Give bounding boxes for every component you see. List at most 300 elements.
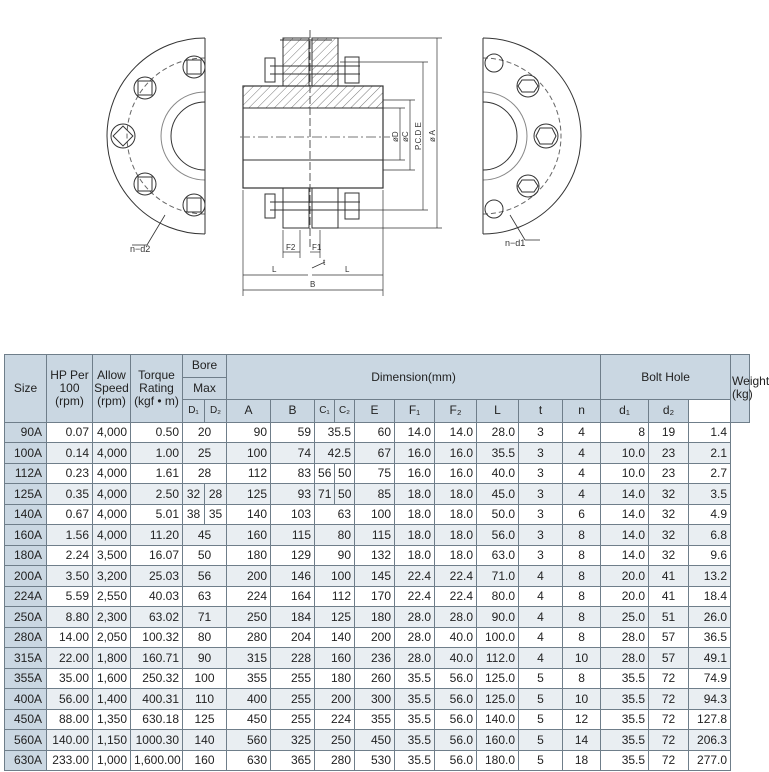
cell-bolt-d1: 8 — [601, 422, 649, 443]
table-row — [5, 750, 750, 771]
header-l: L — [477, 400, 519, 423]
table-header — [5, 355, 769, 423]
cell-hp: 0.14 — [47, 443, 93, 464]
cell-t: 5 — [519, 709, 563, 730]
cell-b: 74 — [271, 443, 315, 464]
cell-c1: 224 — [315, 709, 355, 730]
cell-f1: 14.0 — [395, 422, 435, 443]
cell-c1: 35.5 — [315, 422, 355, 443]
cell-e: 200 — [355, 627, 395, 648]
cell-f1: 35.5 — [395, 730, 435, 751]
cell-torque: 2.50 — [131, 484, 183, 505]
cell-n: 10 — [563, 689, 601, 710]
cell-bore-d1: 50 — [183, 545, 227, 566]
cell-bolt-d1: 14.0 — [601, 545, 649, 566]
cell-hp: 0.07 — [47, 422, 93, 443]
table-row — [5, 586, 750, 607]
header-bore: Bore — [183, 355, 227, 378]
cell-f2: 14.0 — [435, 422, 477, 443]
cell-weight: 1.4 — [689, 422, 731, 443]
cell-a: 160 — [227, 525, 271, 546]
cell-f1: 35.5 — [395, 668, 435, 689]
cell-hp: 3.50 — [47, 566, 93, 587]
cell-f2: 40.0 — [435, 627, 477, 648]
cell-t: 5 — [519, 730, 563, 751]
cell-a: 100 — [227, 443, 271, 464]
label-l-right: L — [345, 265, 350, 274]
cell-speed: 4,000 — [93, 422, 131, 443]
cell-bore-d1: 20 — [183, 422, 227, 443]
cell-n: 18 — [563, 750, 601, 771]
cell-a: 560 — [227, 730, 271, 751]
cell-c1: 42.5 — [315, 443, 355, 464]
cell-bolt-d2: 23 — [649, 443, 689, 464]
header-f1: F₁ — [395, 400, 435, 423]
header-bolt-d2: d₂ — [649, 400, 689, 423]
cell-e: 100 — [355, 504, 395, 525]
cell-weight: 94.3 — [689, 689, 731, 710]
cell-speed: 4,000 — [93, 504, 131, 525]
cell-bore-d1: 100 — [183, 668, 227, 689]
cell-weight: 127.8 — [689, 709, 731, 730]
cell-bolt-d2: 72 — [649, 668, 689, 689]
cell-speed: 3,200 — [93, 566, 131, 587]
cell-size: 355A — [5, 668, 47, 689]
cell-size: 160A — [5, 525, 47, 546]
cell-size: 125A — [5, 484, 47, 505]
cell-a: 280 — [227, 627, 271, 648]
cell-n: 8 — [563, 545, 601, 566]
cell-weight: 26.0 — [689, 607, 731, 628]
cell-c1: 125 — [315, 607, 355, 628]
label-f2: F2 — [286, 243, 296, 252]
cell-bolt-d1: 20.0 — [601, 566, 649, 587]
cell-speed: 1,150 — [93, 730, 131, 751]
cell-e: 145 — [355, 566, 395, 587]
cell-t: 4 — [519, 566, 563, 587]
cell-a: 630 — [227, 750, 271, 771]
cell-n: 10 — [563, 648, 601, 669]
cell-n: 14 — [563, 730, 601, 751]
cell-size: 100A — [5, 443, 47, 464]
cell-c1: 80 — [315, 525, 355, 546]
cell-bore-d1: 38 — [183, 504, 205, 525]
cell-f2: 56.0 — [435, 668, 477, 689]
cell-e: 170 — [355, 586, 395, 607]
cell-b: 204 — [271, 627, 315, 648]
cell-torque: 5.01 — [131, 504, 183, 525]
cell-b: 164 — [271, 586, 315, 607]
cell-c1: 140 — [315, 627, 355, 648]
cell-b: 83 — [271, 463, 315, 484]
header-allow-speed: Allow Speed (rpm) — [93, 355, 131, 423]
cell-f2: 16.0 — [435, 463, 477, 484]
cell-f2: 18.0 — [435, 504, 477, 525]
cell-bolt-d2: 57 — [649, 627, 689, 648]
cell-t: 5 — [519, 689, 563, 710]
cell-l: 40.0 — [477, 463, 519, 484]
cell-bore-d1: 63 — [183, 586, 227, 607]
cell-l: 125.0 — [477, 668, 519, 689]
table-row — [5, 463, 750, 484]
cell-size: 200A — [5, 566, 47, 587]
cell-l: 35.5 — [477, 443, 519, 464]
cell-n: 8 — [563, 668, 601, 689]
cell-hp: 88.00 — [47, 709, 93, 730]
cell-e: 260 — [355, 668, 395, 689]
cell-torque: 1000.30 — [131, 730, 183, 751]
cell-weight: 9.6 — [689, 545, 731, 566]
cell-speed: 1,800 — [93, 648, 131, 669]
cell-bolt-d2: 32 — [649, 545, 689, 566]
cell-l: 45.0 — [477, 484, 519, 505]
cell-f1: 16.0 — [395, 443, 435, 464]
header-c1: C₁ — [315, 400, 335, 423]
cell-e: 60 — [355, 422, 395, 443]
cell-l: 125.0 — [477, 689, 519, 710]
cell-l: 180.0 — [477, 750, 519, 771]
table-row — [5, 730, 750, 751]
cell-bolt-d2: 41 — [649, 566, 689, 587]
header-dimension: Dimension(mm) — [227, 355, 601, 400]
cell-l: 50.0 — [477, 504, 519, 525]
cell-c2: 50 — [335, 484, 355, 505]
cell-a: 224 — [227, 586, 271, 607]
cell-torque: 1.61 — [131, 463, 183, 484]
cell-n: 6 — [563, 504, 601, 525]
cell-f1: 35.5 — [395, 709, 435, 730]
cell-f1: 18.0 — [395, 504, 435, 525]
cell-c2: 50 — [335, 463, 355, 484]
cell-hp: 22.00 — [47, 648, 93, 669]
cell-n: 4 — [563, 422, 601, 443]
cell-bolt-d1: 14.0 — [601, 484, 649, 505]
cell-b: 59 — [271, 422, 315, 443]
cell-t: 3 — [519, 525, 563, 546]
cell-f1: 35.5 — [395, 750, 435, 771]
cell-bore-d1: 28 — [183, 463, 227, 484]
cell-l: 112.0 — [477, 648, 519, 669]
cell-size: 224A — [5, 586, 47, 607]
cell-a: 140 — [227, 504, 271, 525]
cell-bolt-d1: 28.0 — [601, 648, 649, 669]
cell-t: 4 — [519, 648, 563, 669]
cell-bolt-d1: 35.5 — [601, 689, 649, 710]
cell-hp: 0.35 — [47, 484, 93, 505]
cell-bore-d1: 32 — [183, 484, 205, 505]
cell-hp: 35.00 — [47, 668, 93, 689]
cell-bolt-d2: 41 — [649, 586, 689, 607]
cell-a: 355 — [227, 668, 271, 689]
cell-b: 255 — [271, 668, 315, 689]
cell-bolt-d1: 35.5 — [601, 750, 649, 771]
cell-hp: 140.00 — [47, 730, 93, 751]
cell-t: 5 — [519, 750, 563, 771]
cell-n: 8 — [563, 566, 601, 587]
cell-c1: 100 — [315, 566, 355, 587]
cell-e: 115 — [355, 525, 395, 546]
cell-speed: 4,000 — [93, 443, 131, 464]
cell-e: 67 — [355, 443, 395, 464]
cell-bore-d1: 110 — [183, 689, 227, 710]
cell-a: 200 — [227, 566, 271, 587]
cell-c1: 180 — [315, 668, 355, 689]
cell-l: 160.0 — [477, 730, 519, 751]
table-row — [5, 668, 750, 689]
cell-hp: 14.00 — [47, 627, 93, 648]
label-l-left: L — [272, 265, 277, 274]
label-phi-a: ø A — [428, 129, 437, 142]
cell-a: 315 — [227, 648, 271, 669]
cell-c1: 160 — [315, 648, 355, 669]
cell-b: 228 — [271, 648, 315, 669]
cell-e: 450 — [355, 730, 395, 751]
cell-bolt-d2: 51 — [649, 607, 689, 628]
cell-bolt-d2: 19 — [649, 422, 689, 443]
coupling-technical-drawing — [0, 0, 757, 350]
cell-f1: 22.4 — [395, 566, 435, 587]
cell-weight: 18.4 — [689, 586, 731, 607]
cell-bore-d1: 56 — [183, 566, 227, 587]
cell-torque: 400.31 — [131, 689, 183, 710]
cell-torque: 11.20 — [131, 525, 183, 546]
cell-n: 8 — [563, 627, 601, 648]
cell-c1: 90 — [315, 545, 355, 566]
cell-bore-d1: 160 — [183, 750, 227, 771]
header-bolt-d1: d₁ — [601, 400, 649, 423]
table-row — [5, 627, 750, 648]
cell-torque: 160.71 — [131, 648, 183, 669]
cell-speed: 4,000 — [93, 463, 131, 484]
label-phi-c: øC — [401, 131, 410, 142]
cell-b: 255 — [271, 709, 315, 730]
coupling-spec-table — [4, 354, 769, 771]
label-n-d1: n−d1 — [505, 238, 526, 248]
cell-b: 129 — [271, 545, 315, 566]
cell-b: 103 — [271, 504, 315, 525]
cell-e: 355 — [355, 709, 395, 730]
cell-speed: 2,550 — [93, 586, 131, 607]
header-torque: Torque Rating (kgf • m) — [131, 355, 183, 423]
cell-e: 132 — [355, 545, 395, 566]
cell-size: 112A — [5, 463, 47, 484]
left-flange-end-view — [107, 38, 205, 245]
cell-weight: 6.8 — [689, 525, 731, 546]
cell-n: 4 — [563, 484, 601, 505]
cell-e: 236 — [355, 648, 395, 669]
header-a: A — [227, 400, 271, 423]
header-hp: HP Per 100 (rpm) — [47, 355, 93, 423]
cell-b: 325 — [271, 730, 315, 751]
cell-bore-d2: 28 — [205, 484, 227, 505]
cell-f1: 28.0 — [395, 648, 435, 669]
table-row — [5, 648, 750, 669]
cell-b: 115 — [271, 525, 315, 546]
cell-e: 85 — [355, 484, 395, 505]
cell-size: 400A — [5, 689, 47, 710]
cell-torque: 1.00 — [131, 443, 183, 464]
cell-size: 140A — [5, 504, 47, 525]
cell-bore-d1: 125 — [183, 709, 227, 730]
cell-bolt-d1: 35.5 — [601, 709, 649, 730]
cell-b: 146 — [271, 566, 315, 587]
cell-bolt-d2: 72 — [649, 750, 689, 771]
label-n-d2: n−d2 — [130, 244, 151, 254]
cell-size: 90A — [5, 422, 47, 443]
cell-weight: 206.3 — [689, 730, 731, 751]
cell-f1: 35.5 — [395, 689, 435, 710]
cell-bolt-d2: 57 — [649, 648, 689, 669]
cell-torque: 25.03 — [131, 566, 183, 587]
cell-t: 4 — [519, 607, 563, 628]
cell-f1: 28.0 — [395, 627, 435, 648]
cell-l: 80.0 — [477, 586, 519, 607]
cell-f2: 16.0 — [435, 443, 477, 464]
cell-bore-d2: 35 — [205, 504, 227, 525]
cell-l: 71.0 — [477, 566, 519, 587]
cell-l: 63.0 — [477, 545, 519, 566]
cell-size: 630A — [5, 750, 47, 771]
cell-f2: 18.0 — [435, 545, 477, 566]
cell-f2: 18.0 — [435, 525, 477, 546]
cell-bolt-d2: 23 — [649, 463, 689, 484]
cell-f2: 18.0 — [435, 484, 477, 505]
cell-speed: 3,500 — [93, 545, 131, 566]
cell-b: 255 — [271, 689, 315, 710]
cell-c1: 280 — [315, 750, 355, 771]
cell-e: 530 — [355, 750, 395, 771]
cell-bore-d1: 90 — [183, 648, 227, 669]
cell-hp: 0.67 — [47, 504, 93, 525]
cell-a: 125 — [227, 484, 271, 505]
header-size: Size — [5, 355, 47, 423]
table-row — [5, 422, 750, 443]
cell-f2: 28.0 — [435, 607, 477, 628]
cell-hp: 8.80 — [47, 607, 93, 628]
table-row — [5, 566, 750, 587]
cell-weight: 13.2 — [689, 566, 731, 587]
cell-bolt-d1: 10.0 — [601, 443, 649, 464]
table-row — [5, 504, 750, 525]
cell-f2: 22.4 — [435, 566, 477, 587]
cell-speed: 2,300 — [93, 607, 131, 628]
cell-bore-d1: 45 — [183, 525, 227, 546]
cell-speed: 4,000 — [93, 525, 131, 546]
cell-a: 400 — [227, 689, 271, 710]
cell-weight: 4.9 — [689, 504, 731, 525]
cell-speed: 1,000 — [93, 750, 131, 771]
cell-f2: 56.0 — [435, 689, 477, 710]
header-weight: Weight (kg) — [731, 355, 750, 423]
cell-f2: 40.0 — [435, 648, 477, 669]
cell-torque: 250.32 — [131, 668, 183, 689]
cell-bolt-d1: 28.0 — [601, 627, 649, 648]
cell-f1: 28.0 — [395, 607, 435, 628]
cell-c1: 71 — [315, 484, 335, 505]
cell-hp: 1.56 — [47, 525, 93, 546]
cell-f2: 56.0 — [435, 709, 477, 730]
cell-t: 3 — [519, 463, 563, 484]
header-n: n — [563, 400, 601, 423]
cell-torque: 63.02 — [131, 607, 183, 628]
label-pcd-e: P.C.D E — [414, 122, 423, 150]
cell-torque: 16.07 — [131, 545, 183, 566]
cell-hp: 0.23 — [47, 463, 93, 484]
cell-f1: 22.4 — [395, 586, 435, 607]
header-e: E — [355, 400, 395, 423]
cell-a: 180 — [227, 545, 271, 566]
right-flange-end-view — [483, 38, 581, 240]
cell-bolt-d1: 25.0 — [601, 607, 649, 628]
cell-torque: 1,600.00 — [131, 750, 183, 771]
cell-torque: 100.32 — [131, 627, 183, 648]
cell-n: 4 — [563, 443, 601, 464]
cell-n: 12 — [563, 709, 601, 730]
cell-bolt-d1: 14.0 — [601, 504, 649, 525]
cell-a: 450 — [227, 709, 271, 730]
cell-bolt-d2: 72 — [649, 730, 689, 751]
cell-bolt-d2: 72 — [649, 709, 689, 730]
header-max: Max — [183, 377, 227, 400]
cell-t: 3 — [519, 504, 563, 525]
cell-t: 3 — [519, 545, 563, 566]
cell-bolt-d2: 72 — [649, 689, 689, 710]
header-t: t — [519, 400, 563, 423]
header-bolt-hole: Bolt Hole — [601, 355, 731, 400]
header-f2: F₂ — [435, 400, 477, 423]
cell-b: 365 — [271, 750, 315, 771]
cell-size: 250A — [5, 607, 47, 628]
cell-a: 90 — [227, 422, 271, 443]
cell-hp: 5.59 — [47, 586, 93, 607]
cell-weight: 49.1 — [689, 648, 731, 669]
cell-t: 4 — [519, 627, 563, 648]
cell-n: 8 — [563, 586, 601, 607]
cell-weight: 74.9 — [689, 668, 731, 689]
cell-bolt-d1: 10.0 — [601, 463, 649, 484]
cell-l: 28.0 — [477, 422, 519, 443]
cell-a: 250 — [227, 607, 271, 628]
cell-speed: 1,400 — [93, 689, 131, 710]
right-bolt-nuts — [485, 54, 558, 218]
header-b: B — [271, 400, 315, 423]
cell-weight: 36.5 — [689, 627, 731, 648]
cell-size: 280A — [5, 627, 47, 648]
cell-bolt-d1: 14.0 — [601, 525, 649, 546]
cell-weight: 277.0 — [689, 750, 731, 771]
label-f1: F1 — [312, 243, 322, 252]
label-phi-d: øD — [391, 131, 400, 142]
cell-n: 8 — [563, 525, 601, 546]
cell-f1: 18.0 — [395, 525, 435, 546]
cell-hp: 56.00 — [47, 689, 93, 710]
cell-bore-d1: 71 — [183, 607, 227, 628]
table-row — [5, 689, 750, 710]
cell-size: 315A — [5, 648, 47, 669]
cell-c1: 112 — [315, 586, 355, 607]
cell-e: 75 — [355, 463, 395, 484]
label-b: B — [310, 280, 316, 289]
table-row — [5, 525, 750, 546]
cell-bolt-d2: 32 — [649, 504, 689, 525]
cell-f2: 56.0 — [435, 750, 477, 771]
cell-c1: 63 — [315, 504, 355, 525]
cell-torque: 0.50 — [131, 422, 183, 443]
cell-c1: 200 — [315, 689, 355, 710]
table-row — [5, 484, 750, 505]
table-row — [5, 709, 750, 730]
header-d1: D₁ — [183, 400, 205, 423]
